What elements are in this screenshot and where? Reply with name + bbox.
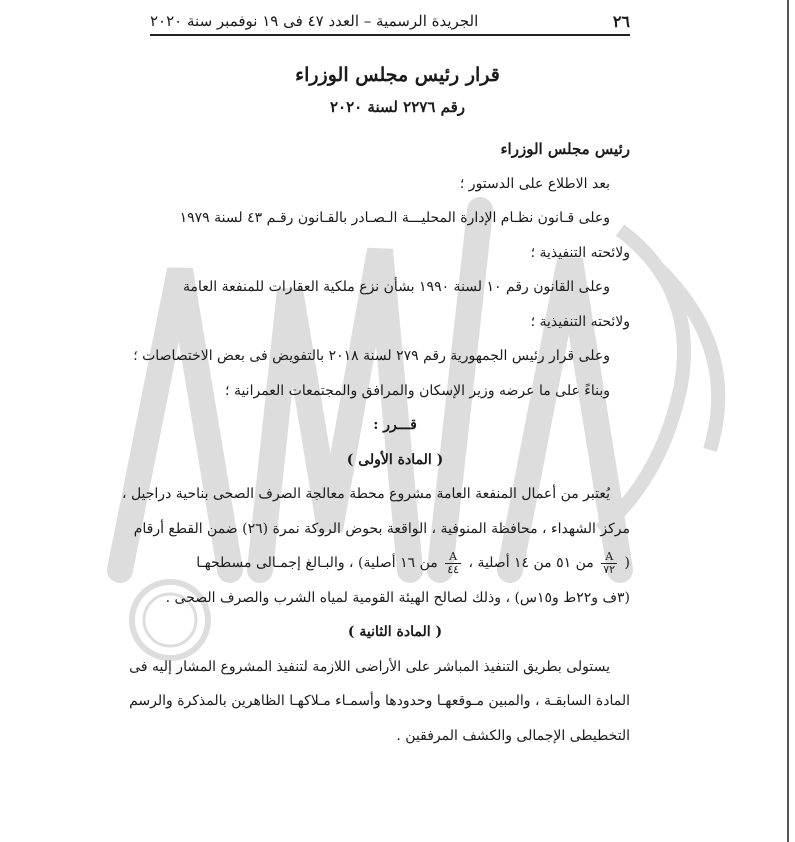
article-1-text: ( xyxy=(624,555,630,571)
decree-title: قرار رئيس مجلس الوزراء xyxy=(295,64,500,86)
article-1-line-fractions xyxy=(160,546,630,581)
fraction-numerator: A xyxy=(445,551,461,564)
fraction-numerator: A xyxy=(601,551,617,564)
fraction-denominator: ٤٤ xyxy=(447,562,460,576)
article-2-line: يستولى بطريق التنفيذ المباشر على الأراضى اللازمة لتنفيذ المشروع المشار إليه فى xyxy=(129,658,610,675)
page-header xyxy=(150,8,630,36)
preamble-line: وعلى قـانون نظـام الإدارة المحليـــة الـصـادر بالقـانون رقـم ٤٣ لسنة ١٩٧٩ xyxy=(179,210,610,226)
article-2-line: المادة السابقـة ، والمبين مـوقعهـا وحدودها وأسمـاء مـلاكهـا الظاهرين بالمذكرة والرسم xyxy=(129,693,630,709)
decree-number: رقم ٢٢٧٦ لسنة ٢٠٢٠ xyxy=(329,98,466,116)
fraction xyxy=(445,551,461,576)
preamble-line: بعد الاطلاع على الدستور ؛ xyxy=(459,175,610,192)
page-number: ٢٦ xyxy=(612,11,630,31)
fraction xyxy=(601,551,617,576)
article-2-heading: ( المادة الثانية ) xyxy=(347,624,443,640)
preamble-line: ولائحته التنفيذية ؛ xyxy=(530,313,630,330)
article-1-line: يُعتبر من أعمال المنفعة العامة مشروع محطة معالجة الصرف الصحى بناحية دراجيل ، xyxy=(121,486,610,502)
article-1-heading: ( المادة الأولى ) xyxy=(346,451,444,468)
article-1-text: من ٥١ من ١٤ أصلية ، xyxy=(468,555,594,571)
preamble-line: وعلى القانون رقم ١٠ لسنة ١٩٩٠ بشأن نزع ملكية العقارات للمنفعة العامة xyxy=(183,279,610,295)
decided-heading: قـــرر : xyxy=(373,417,417,433)
article-1-line: مركز الشهداء ، محافظة المنوفية ، الواقعة بحوض الروكة نمرة (٢٦) ضمن القطع أرقام xyxy=(133,520,630,537)
article-2-line: التخطيطى الإجمالى والكشف المرفقين . xyxy=(396,727,630,744)
fraction-denominator: ٧٢ xyxy=(603,562,616,576)
preamble-line: وبناءً على ما عرضه وزير الإسكان والمرافق والمجتمعات العمرانية ؛ xyxy=(225,382,610,399)
decree-body xyxy=(121,132,630,753)
article-1-text: من ١٦ أصلية) ، والبـالغ إجمـالى مسطحهـا xyxy=(196,555,438,571)
article-1-line: (٣ف و٢٢ط و١٥س) ، وذلك لصالح الهيئة القومية لمياه الشرب والصرف الصحى . xyxy=(165,589,630,606)
preamble-line: ولائحته التنفيذية ؛ xyxy=(530,244,630,261)
decree-issuer: رئيس مجلس الوزراء xyxy=(500,140,630,158)
preamble-line: وعلى قرار رئيس الجمهورية رقم ٢٧٩ لسنة ٢٠١٨ بالتفويض فى بعض الاختصاصات ؛ xyxy=(133,348,610,364)
page-edge-line xyxy=(787,0,789,842)
running-title: الجريدة الرسمية – العدد ٤٧ فى ١٩ نوفمبر سنة ٢٠٢٠ xyxy=(150,12,479,30)
